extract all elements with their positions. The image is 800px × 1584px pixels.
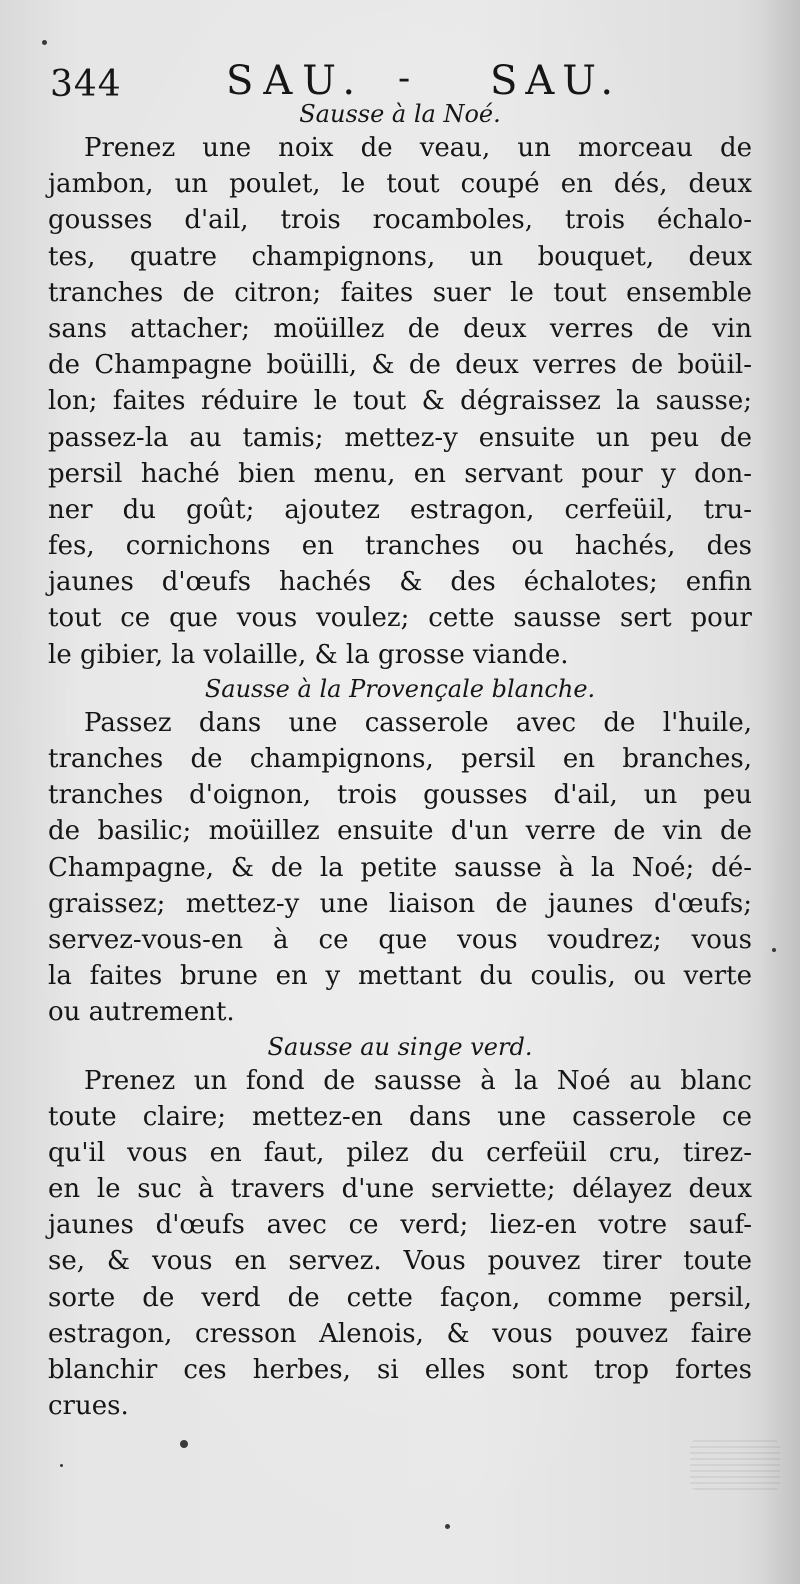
page-body — [48, 98, 752, 1424]
text-line: estragon, cresson Alenois, & vous pouvez faire — [48, 1318, 752, 1349]
text-line: tranches de champignons, persil en branches, — [48, 744, 752, 774]
show-through-text — [690, 1440, 780, 1490]
ink-speck — [772, 948, 776, 952]
text-line: ou autrement. — [48, 997, 235, 1028]
text-line: de basilic; moüillez ensuite d'un verre de vin de — [48, 816, 752, 847]
text-line: sorte de verd de cette façon, comme persil, — [48, 1282, 752, 1313]
text-line: Passez dans une casserole avec de l'huile, — [84, 707, 752, 738]
running-head-right: SAU. — [490, 58, 622, 104]
text-line: tranches de citron; faites suer le tout ensemble — [48, 277, 752, 308]
text-line: crues. — [48, 1391, 129, 1422]
section-title: Sausse à la Provençale blanche. — [204, 674, 596, 703]
ink-speck — [60, 1464, 63, 1467]
text-line: tes, quatre champignons, un bouquet, deux — [48, 241, 752, 272]
page-number: 344 — [50, 64, 122, 105]
recipe-section — [48, 1031, 752, 1425]
text-line: jaunes d'œufs avec ce verd; liez-en votre sauf- — [48, 1210, 752, 1241]
text-line: en le suc à travers d'une serviette; délayez deux — [48, 1174, 752, 1205]
text-line: de Champagne boüilli, & de deux verres de boüil- — [48, 350, 752, 381]
text-line: lon; faites réduire le tout & dégraissez la sausse; — [48, 386, 752, 417]
text-line: jambon, un poulet, le tout coupé en dés, deux — [48, 169, 752, 200]
running-head-separator: - — [398, 58, 411, 99]
text-line: Champagne, & de la petite sausse à la Noé; dé- — [48, 852, 752, 883]
ink-speck — [445, 1524, 450, 1529]
text-line: passez-la au tamis; mettez-y ensuite un peu de — [48, 422, 752, 453]
recipe-section — [48, 98, 752, 673]
text-line: gousses d'ail, trois rocamboles, trois échalo- — [48, 205, 752, 236]
recipe-paragraph — [48, 130, 752, 673]
section-title: Sausse à la Noé. — [299, 100, 501, 128]
text-line: graissez; mettez-y une liaison de jaunes d'œufs; — [48, 888, 752, 919]
text-line: ner du goût; ajoutez estragon, cerfeüil, tru- — [48, 494, 752, 525]
text-line: qu'il vous en faut, pilez du cerfeüil cru, tirez- — [48, 1137, 752, 1168]
text-line: sans attacher; moüillez de deux verres de vin — [48, 313, 752, 344]
running-head-left: SAU. — [226, 58, 366, 104]
section-title: Sausse au singe verd. — [267, 1032, 533, 1061]
recipe-paragraph — [48, 1063, 752, 1425]
text-line: Prenez une noix de veau, un morceau de — [84, 133, 752, 163]
text-line: tout ce que vous voulez; cette sausse sert pour — [48, 603, 752, 634]
text-line: blanchir ces herbes, si elles sont trop fortes — [48, 1355, 752, 1385]
recipe-paragraph — [48, 705, 752, 1031]
ink-speck — [42, 40, 47, 45]
text-line: fes, cornichons en tranches ou hachés, des — [48, 531, 752, 562]
ink-speck — [180, 1440, 188, 1448]
text-line: le gibier, la volaille, & la grosse viande. — [48, 639, 569, 670]
text-line: Prenez un fond de sausse à la Noé au blanc — [84, 1065, 752, 1096]
text-line: se, & vous en servez. Vous pouvez tirer toute — [48, 1246, 752, 1277]
text-line: tranches d'oignon, trois gousses d'ail, un peu — [48, 780, 752, 811]
text-line: jaunes d'œufs hachés & des échalotes; enfin — [48, 567, 752, 598]
text-line: persil haché bien menu, en servant pour y don- — [48, 458, 752, 489]
text-line: servez-vous-en à ce que vous voudrez; vous — [48, 924, 752, 955]
recipe-section — [48, 673, 752, 1031]
text-line: la faites brune en y mettant du coulis, ou verte — [48, 961, 752, 992]
text-line: toute claire; mettez-en dans une casserole ce — [48, 1101, 752, 1132]
